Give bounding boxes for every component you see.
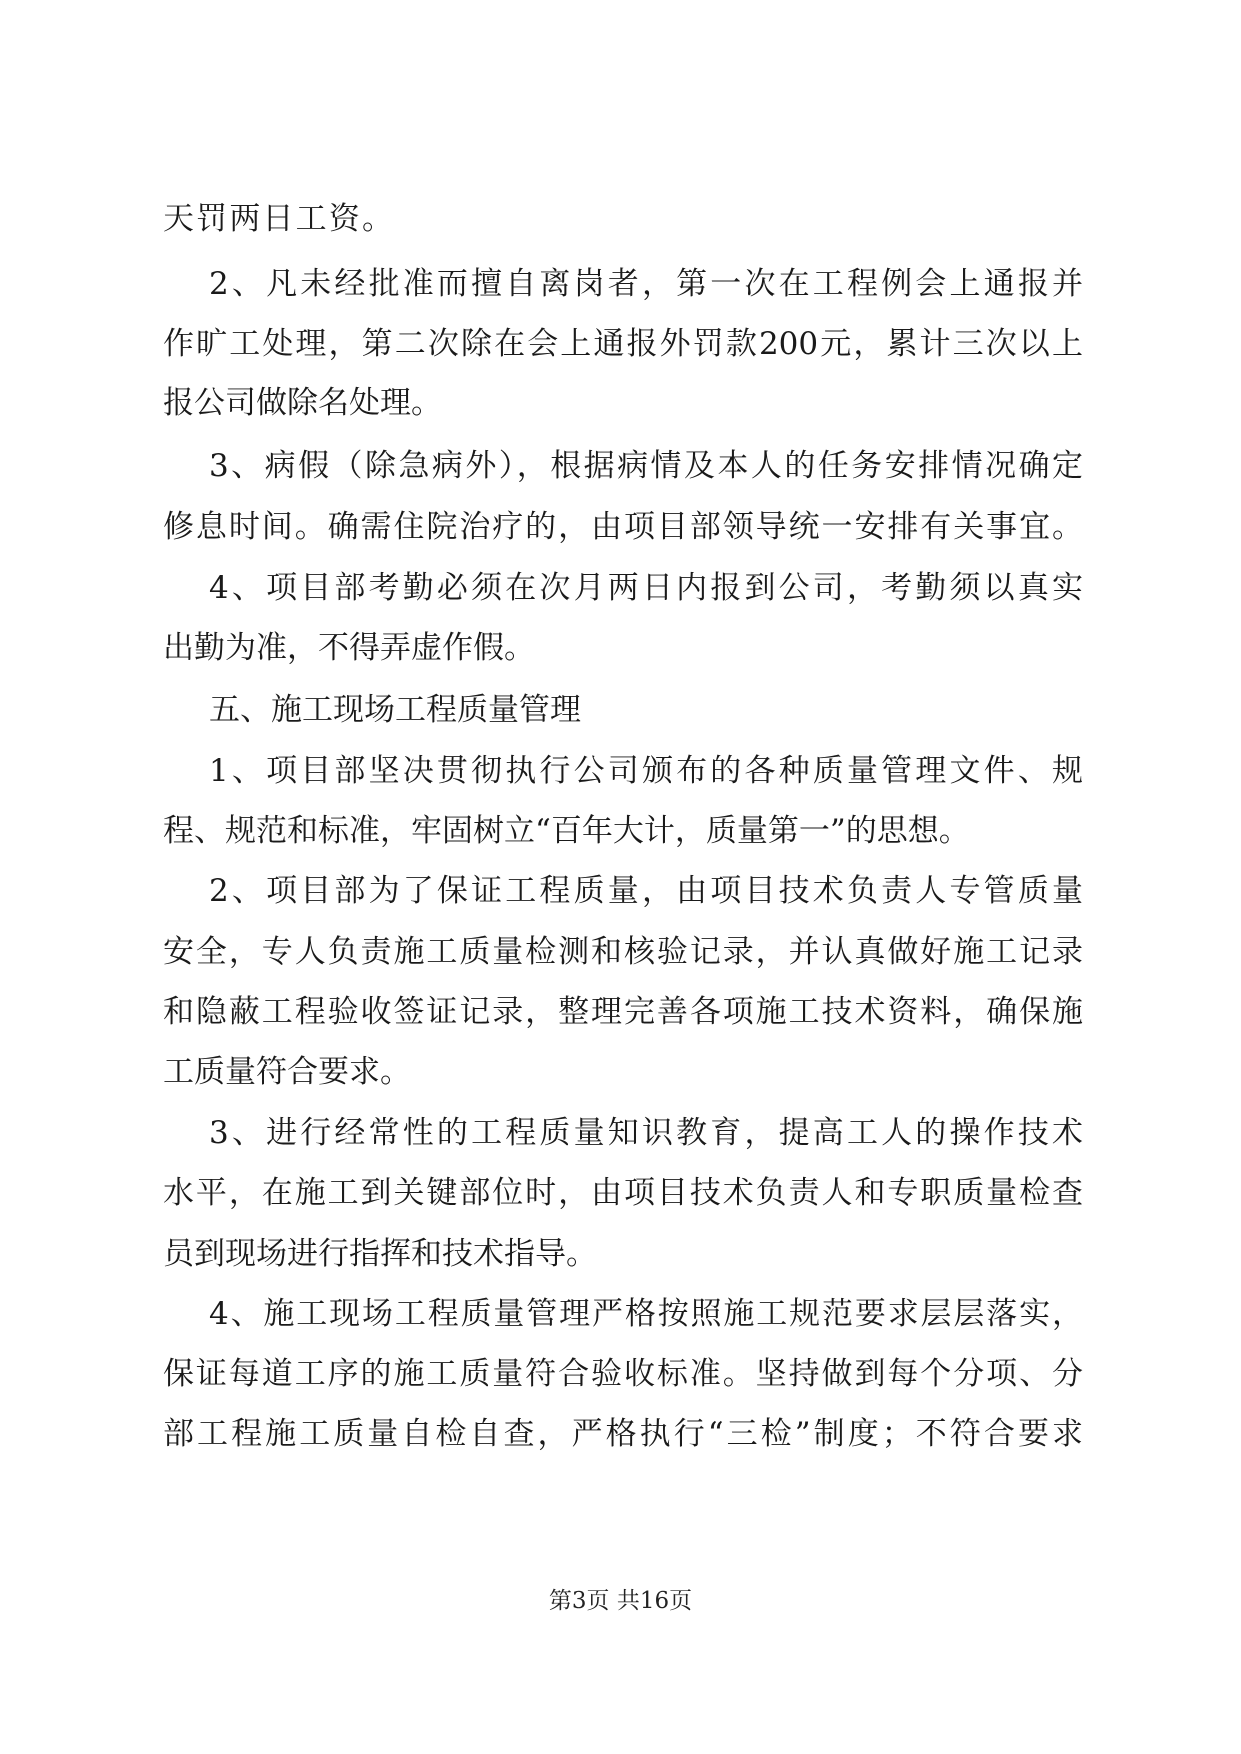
text-line: 4、项目部考勤必须在次月两日内报到公司，考勤须以真实 <box>209 570 1083 606</box>
text-line: 程、规范和标准，牢固树立“百年大计，质量第一”的思想。 <box>163 813 970 849</box>
text-line: 作旷工处理，第二次除在会上通报外罚款200元，累计三次以上 <box>163 326 1083 362</box>
text-line: 3、进行经常性的工程质量知识教育，提高工人的操作技术 <box>209 1115 1083 1151</box>
text-line: 1、项目部坚决贯彻执行公司颁布的各种质量管理文件、规 <box>209 753 1083 789</box>
text-line: 天罚两日工资。 <box>163 201 393 237</box>
text-line: 工质量符合要求。 <box>163 1054 411 1090</box>
text-line: 报公司做除名处理。 <box>163 385 442 421</box>
text-line: 保证每道工序的施工质量符合验收标准。坚持做到每个分项、分 <box>163 1356 1083 1392</box>
text-line: 安全，专人负责施工质量检测和核验记录，并认真做好施工记录 <box>163 934 1083 970</box>
text-line: 出勤为准，不得弄虚作假。 <box>163 630 535 666</box>
text-line: 2、凡未经批准而擅自离岗者，第一次在工程例会上通报并 <box>209 266 1083 302</box>
text-line: 员到现场进行指挥和技术指导。 <box>163 1236 597 1272</box>
text-line: 部工程施工质量自检自查，严格执行“三检”制度；不符合要求 <box>163 1416 1083 1452</box>
text-line: 3、病假（除急病外），根据病情及本人的任务安排情况确定 <box>209 448 1083 484</box>
page-number-footer: 第3页 共16页 <box>548 1588 693 1614</box>
text-line: 和隐蔽工程验收签证记录，整理完善各项施工技术资料，确保施 <box>163 994 1083 1030</box>
text-line: 修息时间。确需住院治疗的，由项目部领导统一安排有关事宜。 <box>163 509 1083 545</box>
section-heading: 五、施工现场工程质量管理 <box>209 692 581 728</box>
text-line: 4、施工现场工程质量管理严格按照施工规范要求层层落实， <box>209 1296 1083 1332</box>
text-line: 水平，在施工到关键部位时，由项目技术负责人和专职质量检查 <box>163 1175 1083 1211</box>
text-line: 2、项目部为了保证工程质量，由项目技术负责人专管质量 <box>209 873 1083 909</box>
